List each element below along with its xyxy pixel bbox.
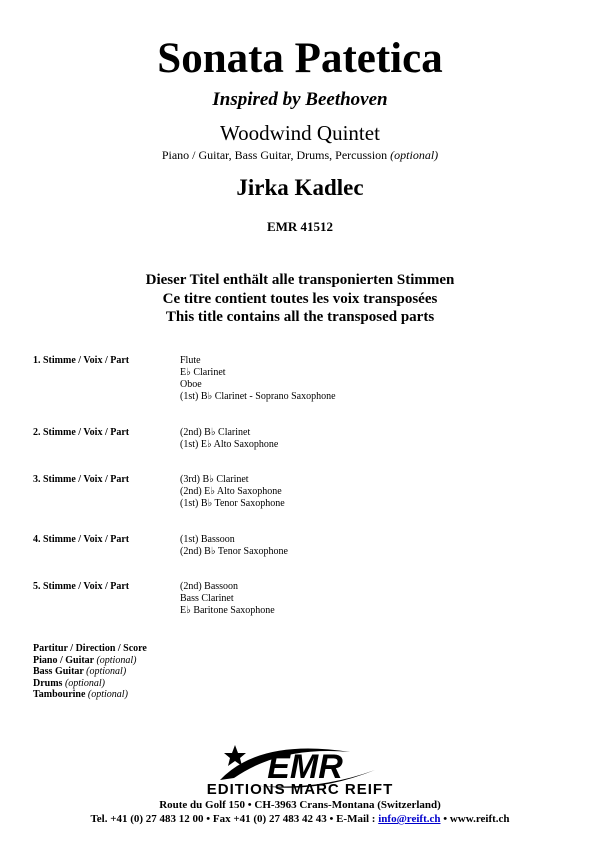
part-instruments xyxy=(180,355,336,403)
instrument: Bass Clarinet xyxy=(180,593,234,604)
score-item: Partitur / Direction / Score xyxy=(33,643,147,654)
instrument: E♭ Baritone Saxophone xyxy=(180,605,275,616)
subtitle: Inspired by Beethoven xyxy=(212,89,388,110)
part-label: 3. Stimme / Voix / Part xyxy=(33,474,130,485)
publisher-contact xyxy=(0,813,600,826)
instrument: (2nd) B♭ Tenor Saxophone xyxy=(180,546,288,557)
notice-line-de: Dieser Titel enthält alle transponierten Stimmen xyxy=(145,272,455,288)
catalog-number: EMR 41512 xyxy=(266,219,334,234)
score-item: Tambourine (optional) xyxy=(33,689,128,700)
part-instruments xyxy=(180,474,285,510)
instrument: (2nd) E♭ Alto Saxophone xyxy=(180,486,282,497)
part-instruments xyxy=(180,427,278,451)
publisher-address: Route du Golf 150 • CH-3963 Crans-Montana (Switzerland) xyxy=(159,799,441,811)
notice-line-en: This title contains all the transposed parts xyxy=(165,309,435,325)
email-link[interactable]: info@reift.ch xyxy=(378,813,441,825)
instrument: (2nd) Bassoon xyxy=(180,581,239,592)
instrument: (3rd) B♭ Clarinet xyxy=(180,474,249,485)
instrument: (1st) B♭ Clarinet - Soprano Saxophone xyxy=(180,391,336,402)
transposed-notice xyxy=(0,271,600,327)
instrument: Oboe xyxy=(180,379,202,390)
score-list xyxy=(33,643,147,701)
instrument: (1st) Bassoon xyxy=(180,534,235,545)
instrument: (2nd) B♭ Clarinet xyxy=(180,427,251,438)
part-instruments xyxy=(180,581,275,617)
instrumentation xyxy=(0,148,600,163)
score-item: Bass Guitar (optional) xyxy=(33,666,127,677)
page-title: Sonata Patetica xyxy=(157,35,443,82)
instrument: E♭ Clarinet xyxy=(180,367,226,378)
logo-text: EMR xyxy=(267,748,343,786)
ensemble: Woodwind Quintet xyxy=(220,121,380,145)
part-label: 1. Stimme / Voix / Part xyxy=(33,355,130,366)
publisher-name: EDITIONS MARC REIFT xyxy=(206,781,394,798)
instrument: Flute xyxy=(180,355,201,366)
contact-prefix: Tel. +41 (0) 27 483 12 00 • Fax +41 (0) 27 483 42 43 • E-Mail : xyxy=(90,813,379,825)
part-label: 2. Stimme / Voix / Part xyxy=(33,427,130,438)
part-label: 4. Stimme / Voix / Part xyxy=(33,534,130,545)
part-label: 5. Stimme / Voix / Part xyxy=(33,581,130,592)
instrumentation-optional: (optional) xyxy=(390,148,439,162)
part-instruments xyxy=(180,534,288,558)
instrument: (1st) B♭ Tenor Saxophone xyxy=(180,498,285,509)
instrumentation-main: Piano / Guitar, Bass Guitar, Drums, Percussion xyxy=(161,148,388,162)
notice-line-fr: Ce titre contient toutes les voix transposées xyxy=(162,290,438,307)
score-item: Drums (optional) xyxy=(33,677,105,689)
score-item: Piano / Guitar (optional) xyxy=(33,654,137,666)
contact-suffix: • www.reift.ch xyxy=(440,813,510,825)
instrument: (1st) E♭ Alto Saxophone xyxy=(180,439,279,450)
composer: Jirka Kadlec xyxy=(236,175,364,200)
